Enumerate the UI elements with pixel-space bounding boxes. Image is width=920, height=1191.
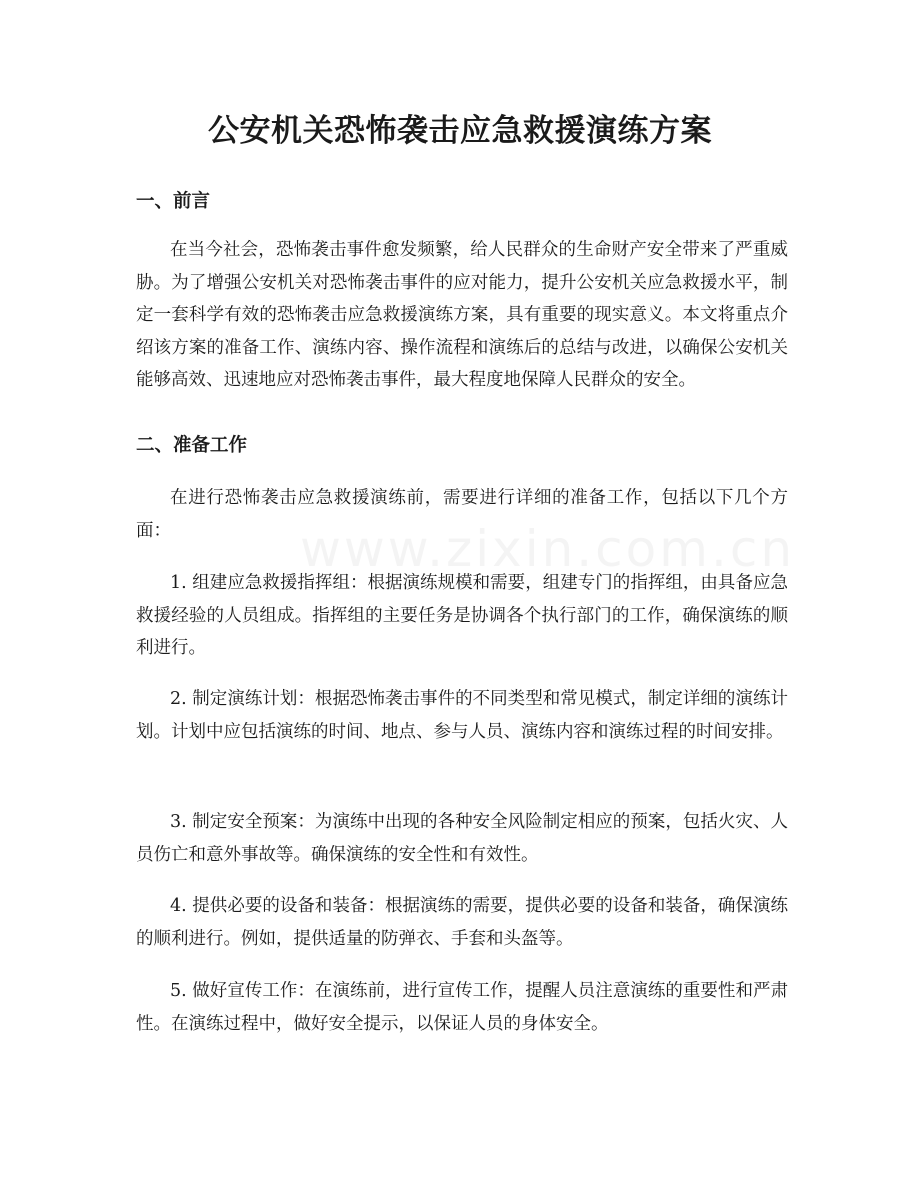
list-item-command-group: 1. 组建应急救援指挥组：根据演练规模和需要，组建专门的指挥组，由具备应急救援经验的人员组成。指挥组的主要任务是协调各个执行部门的工作，确保演练的顺利进行。 [136,573,788,658]
list-item-drill-plan: 2. 制定演练计划：根据恐怖袭击事件的不同类型和常见模式，制定详细的演练计划。计划中应包括演练的时间、地点、参与人员、演练内容和演练过程的时间安排。 [136,689,788,742]
section-heading-preparation: 二、准备工作 [136,435,248,456]
list-item-safety-plan: 3. 制定安全预案：为演练中出现的各种安全风险制定相应的预案，包括火灾、人员伤亡和意外事故等。确保演练的安全性和有效性。 [136,812,788,865]
watermark: www.zixin.com.cn [300,520,796,578]
section-heading-preface: 一、前言 [136,191,211,212]
paragraph-preface: 在当今社会，恐怖袭击事件愈发频繁，给人民群众的生命财产安全带来了严重威胁。为了增强公安机关对恐怖袭击事件的应对能力，提升公安机关应急救援水平，制定一套科学有效的恐怖袭击应急救援演练方案，具有重要的现实意义。本文将重点介绍该方案的准备工作、演练内容、操作流程和演练后的总结与改进，以确保公安机关能够高效、迅速地应对恐怖袭击事件，最大程度地保障人民群众的安全。 [136,240,788,390]
list-item-equipment: 4. 提供必要的设备和装备：根据演练的需要，提供必要的设备和装备，确保演练的顺利进行。例如，提供适量的防弹衣、手套和头盔等。 [136,896,788,949]
paragraph-preparation-intro: 在进行恐怖袭击应急救援演练前，需要进行详细的准备工作，包括以下几个方面： [136,488,788,541]
list-item-publicity: 5. 做好宣传工作：在演练前，进行宣传工作，提醒人员注意演练的重要性和严肃性。在演练过程中，做好安全提示，以保证人员的身体安全。 [136,981,788,1034]
document-title: 公安机关恐怖袭击应急救援演练方案 [208,113,712,149]
